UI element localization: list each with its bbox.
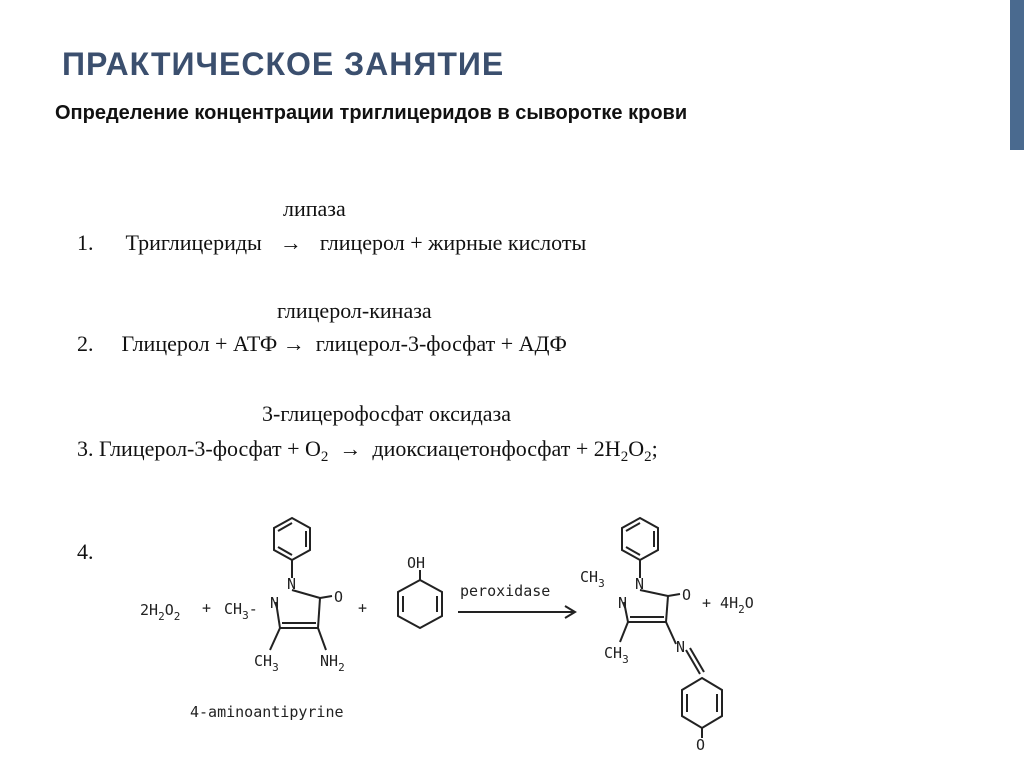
ch3-label: $CH_3$ — [580, 568, 605, 590]
reaction-3-substrate1: Глицерол-3-фосфат — [99, 436, 282, 461]
phenyl-ring-1 — [274, 518, 310, 560]
o-atom: O — [682, 586, 692, 604]
reaction-3-enzyme: 3-глицерофосфат оксидаза — [262, 401, 512, 426]
n-atom: N — [270, 594, 280, 612]
reaction-2-enzyme: глицерол-киназа — [277, 298, 432, 323]
semicolon: ; — [651, 436, 658, 461]
phenyl-ring-2 — [622, 518, 658, 560]
reaction-1-enzyme: липаза — [283, 196, 346, 221]
reaction-3-h2o2: $2H_2O_2$ — [593, 436, 652, 465]
oh-label: OH — [407, 554, 426, 572]
n-atom: N — [618, 594, 628, 612]
reaction-2-substrate1: Глицерол — [121, 331, 210, 356]
arrow-icon: → — [282, 331, 305, 356]
plus-sign: + — [575, 436, 589, 461]
plus-sign: + — [410, 230, 423, 255]
arrow-icon: → — [279, 230, 302, 255]
plus-sign: + — [358, 599, 368, 617]
reaction-2-substrate2: АТФ — [232, 331, 278, 356]
arrow-icon: → — [339, 436, 362, 461]
reaction-2-product2: АДФ — [518, 331, 567, 356]
reaction-4-number: 4. — [77, 539, 94, 564]
plus-sign: + — [202, 599, 212, 617]
reaction-2 — [77, 331, 567, 357]
reaction-3 — [77, 436, 658, 465]
o-atom: O — [696, 736, 706, 754]
reaction-1-number: 1. — [77, 230, 94, 255]
h2o-product: + $4H_2O$ — [702, 594, 754, 616]
plus-sign: + — [500, 331, 514, 356]
slide-title: ПРАКТИЧЕСКОЕ ЗАНЯТИЕ — [62, 46, 505, 82]
n-atom: N — [676, 638, 686, 656]
plus-sign: + — [287, 436, 300, 461]
compound-label: 4-aminoantipyrine — [190, 703, 344, 721]
reaction-2-number: 2. — [77, 331, 94, 356]
n-atom: N — [287, 575, 297, 593]
phenol-ring — [398, 580, 442, 628]
enzyme-label: peroxidase — [460, 582, 551, 600]
reaction-3-oxygen: $O_2$ — [305, 436, 329, 465]
reaction-1-product2: жирные кислоты — [428, 230, 587, 255]
slide-subtitle: Определение концентрации триглицеридов в сыворотке крови — [55, 102, 688, 124]
reaction-1-substrate: Триглицериды — [125, 230, 262, 255]
reaction-1 — [77, 230, 586, 256]
reaction-3-product1: диоксиацетонфосфат — [372, 436, 571, 461]
o-atom: O — [334, 588, 344, 606]
plus-sign: + — [215, 331, 228, 356]
nh2-label: $NH_2$ — [320, 652, 345, 674]
ch3-label: $CH_3$ — [254, 652, 279, 674]
ch3-label: $CH_3$ — [604, 644, 629, 666]
accent-bar — [1010, 0, 1024, 150]
reaction-4-scheme — [120, 510, 800, 760]
h2o2-reactant: $2H_2O_2$ — [140, 601, 181, 623]
n-atom: N — [635, 575, 645, 593]
ch3-label: $CH_3-$ — [224, 600, 258, 622]
reaction-2-product1: глицерол-3-фосфат — [315, 331, 496, 356]
reaction-3-number: 3. — [77, 436, 94, 461]
reaction-1-product1: глицерол — [319, 230, 405, 255]
